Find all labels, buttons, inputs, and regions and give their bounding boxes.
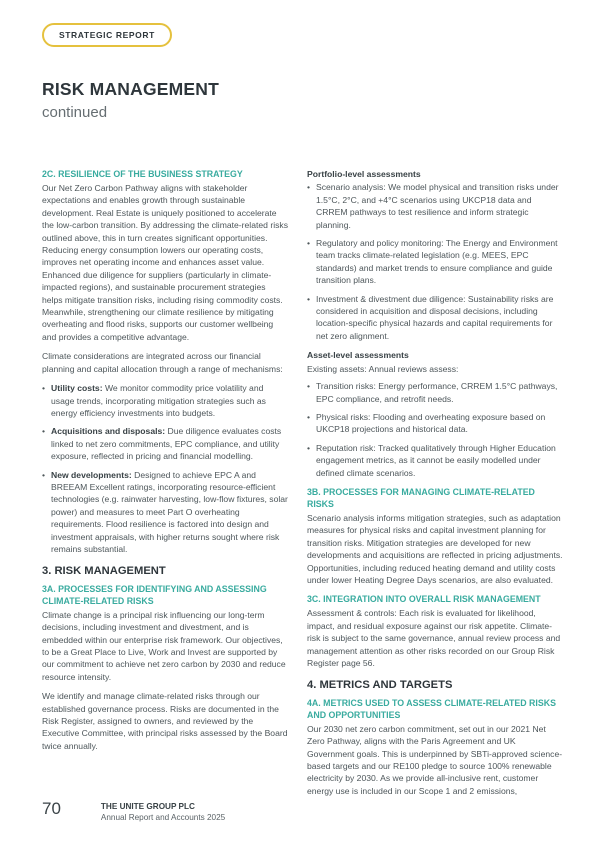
heading-3c: 3C. INTEGRATION INTO OVERALL RISK MANAGEMENT	[307, 594, 541, 605]
portfolio-bullet-list	[307, 181, 563, 342]
two-column-body	[42, 168, 563, 804]
section-badge: STRATEGIC REPORT	[42, 23, 172, 47]
bullet-text: Transition risks: Energy performance, CRREM 1.5°C pathways, EPC compliance, and retrofit needs.	[316, 381, 558, 404]
bullet-text: Physical risks: Flooding and overheating exposure based on UKCP18 projections and historical data.	[316, 411, 546, 435]
asset-bullet-list	[307, 380, 563, 479]
bullet-text: Reputation risk: Tracked qualitatively through Higher Education engagement metrics, as it cannot be easily modelled under defined climate scenarios.	[316, 442, 556, 478]
mechanism-bullet-list	[42, 382, 288, 555]
bullet-text: Scenario analysis: We model physical and transition risks under 1.5°C, 2°C, and +4°C scenarios using UKCP18 data and CRREM pathways to test resilience and inform strategic planning.	[316, 182, 559, 230]
bullet-text: We monitor commodity price volatility and usage trends, incorporating mitigation strategies such as energy efficiency investments into budgets.	[51, 383, 266, 418]
footer-report-name: Annual Report and Accounts 2025	[100, 813, 226, 822]
bullet-text: Investment & divestment due diligence: Sustainability risks are considered in acquisition and disposal decisions, including location-specific physical hazards and capital requirements for net zero alignment.	[316, 293, 554, 341]
bullet-item-reputation-risk	[307, 442, 563, 479]
existing-assets-line: Existing assets: Annual reviews assess:	[307, 363, 459, 374]
bullet-lead: Acquisitions and disposals:	[51, 426, 166, 437]
footer-company-name: THE UNITE GROUP PLC	[100, 802, 195, 811]
bullet-item-scenario-analysis	[307, 181, 563, 231]
bullet-item-physical-risks	[307, 411, 563, 436]
bullet-item-utility-costs	[42, 382, 288, 419]
bullet-lead: Utility costs:	[51, 383, 103, 394]
page-number: 70	[42, 799, 61, 818]
asset-assessments-heading: Asset-level assessments	[307, 350, 409, 361]
section-heading-3-risk-management: 3. RISK MANAGEMENT	[42, 565, 166, 578]
section-heading-4-metrics-targets: 4. METRICS AND TARGETS	[307, 679, 453, 692]
bullet-item-transition-risks	[307, 380, 563, 405]
page-subtitle: continued	[42, 104, 108, 121]
heading-4a: 4A. METRICS USED TO ASSESS CLIMATE-RELATED RISKS AND OPPORTUNITIES	[307, 697, 556, 720]
heading-3b: 3B. PROCESSES FOR MANAGING CLIMATE-RELATED RISKS	[307, 486, 535, 509]
heading-3a: 3A. PROCESSES FOR IDENTIFYING AND ASSESSING CLIMATE-RELATED RISKS	[42, 583, 267, 606]
bullet-item-acquisitions	[42, 425, 288, 462]
bullet-lead: New developments:	[51, 469, 132, 480]
bullet-text: Due diligence evaluates costs linked to net zero commitments, EPC compliance, and utility exposure, reflected in pricing and financial modelling.	[51, 426, 282, 462]
page-footer	[42, 800, 225, 823]
heading-2c: 2C. RESILIENCE OF THE BUSINESS STRATEGY	[42, 169, 243, 179]
bullet-text: Regulatory and policy monitoring: The Energy and Environment team tracks climate-related legislation (e.g. MEES, EPC standards) and market trends to ensure compliance and guide transition plans.	[316, 238, 558, 286]
paragraph-integration: Assessment & controls: Each risk is evaluated for likelihood, impact, and residual exposure against our risk appetite. Climate-risk is subject to the same governance, annual review process and management attention as other risks recorded on our Group Risk Register page 56.	[307, 608, 561, 668]
bullet-item-regulatory-monitoring	[307, 237, 563, 287]
footer-text-block	[101, 800, 225, 823]
paragraph-managing-risks: Scenario analysis informs mitigation strategies, such as adaptation measures for physical risks and capital investment planning for transition risks. Mitigation strategies are developed for new developments and acquisitions are reflected in pricing adjustments. Opportunities, including reduced heating demand and utility costs under lower Heating Degree Days scenarios, are also evaluated.	[307, 512, 563, 585]
bullet-text: Designed to achieve EPC A and BREEAM Excellent ratings, incorporating resource-efficient technologies (e.g. rainwater harvesting, low-flow fixtures, solar power) and measures to meet Part O overheating requirements. Flood resilience is factored into design and investment appraisals, with higher returns sought where risk remains substantial.	[51, 469, 288, 554]
paragraph-net-zero-commitment: Our 2030 net zero carbon commitment, set out in our 2021 Net Zero Pathway, aligns with the Paris Agreement and UK Government goals. This is underpinned by SBTi-approved science-based targets and our RE100 pledge to source 100% renewable electricity by 2030. As we provide all-inclusive rent, customer energy use is included in our Scope 1 and 2 emissions,	[307, 723, 563, 796]
right-column	[307, 168, 563, 804]
page-title: RISK MANAGEMENT	[42, 79, 220, 99]
portfolio-assessments-heading: Portfolio-level assessments	[307, 169, 421, 179]
bullet-item-investment-diligence	[307, 293, 563, 343]
paragraph-resilience: Our Net Zero Carbon Pathway aligns with stakeholder expectations and enables growth through sustainable development. Real Estate is uniquely positioned to accelerate the low-carbon transition. By addressing the climate-related risks outlined above, this in turn creates significant opportunities. Reducing energy consumption lowers our operating costs, improves net operating income and enhances asset value. Enhanced due diligence for suppliers (particularly in climate-impacted regions), and sustainable procurement strategies helps mitigate transition risks, including rising commodity costs. Meanwhile, strengthening our climate resilience by mitigating overheating and flood risks, supports our customer wellbeing and provides a competitive advantage.	[42, 183, 288, 342]
bullet-item-new-developments	[42, 469, 288, 556]
paragraph-climate-change-risk: Climate change is a principal risk influencing our long-term decisions, including investment and divestment, and is embedded within our enterprise risk framework. Our objectives, to be a Great Place to Live, Work and Invest are supported by our commitment to achieve net zero carbon by 2030 and reduce resource intensity.	[42, 609, 286, 682]
paragraph-climate-considerations: Climate considerations are integrated across our financial planning and capital allocation through a range of mechanisms:	[42, 351, 283, 374]
paragraph-governance-process: We identify and manage climate-related risks through our established governance process. Risks are documented in the Risk Register, assigned to owners, and reviewed by the Executive Committee, with principal risks assessed by the Board twice annually.	[42, 691, 288, 751]
left-column	[42, 168, 288, 804]
